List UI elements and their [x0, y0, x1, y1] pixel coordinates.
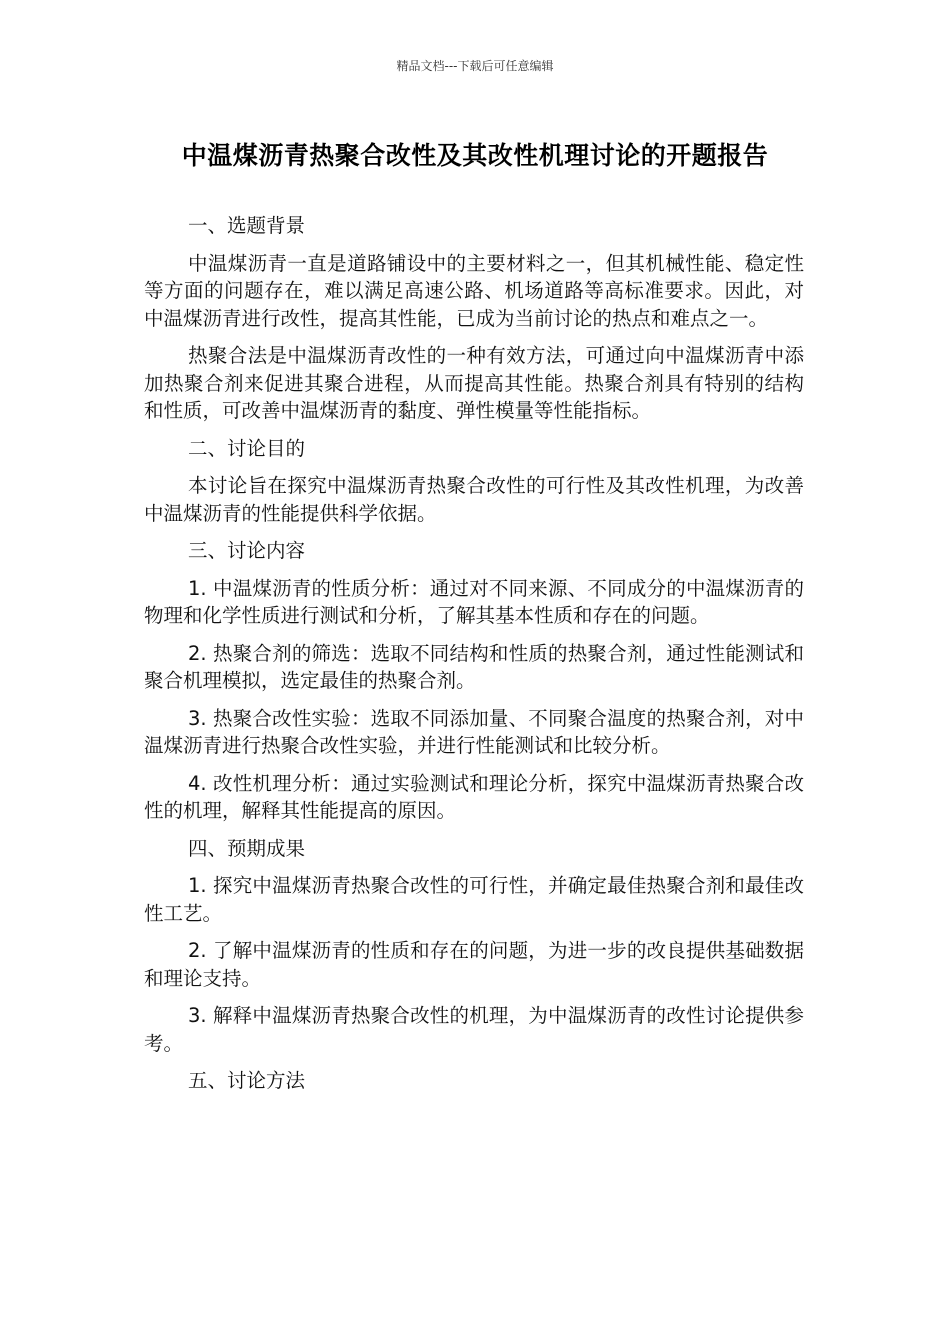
- paragraph: 热聚合法是中温煤沥青改性的一种有效方法，可通过向中温煤沥青中添加热聚合剂来促进其聚合进程，从而提高其性能。热聚合剂具有特别的结构和性质，可改善中温煤沥青的黏度、弹性模量等性能指标。: [144, 344, 804, 422]
- section-heading-content: 三、讨论内容: [188, 539, 306, 562]
- section-heading-purpose: 二、讨论目的: [188, 436, 306, 460]
- document-body: [144, 212, 804, 1105]
- paragraph: 中温煤沥青一直是道路铺设中的主要材料之一，但其机械性能、稳定性等方面的问题存在，难以满足高速公路、机场道路等高标准要求。因此，对中温煤沥青进行改性，提高其性能，已成为当前讨论的热点和难点之一。: [144, 251, 804, 330]
- header-note: 精品文档---下载后可任意编辑: [396, 59, 554, 73]
- section-heading-expected-results: 四、预期成果: [188, 836, 306, 860]
- section-heading-background: 一、选题背景: [188, 214, 306, 237]
- list-item: 1. 中温煤沥青的性质分析：通过对不同来源、不同成分的中温煤沥青的物理和化学性质进行测试和分析，了解其基本性质和存在的问题。: [144, 576, 804, 627]
- list-item: 4. 改性机理分析：通过实验测试和理论分析，探究中温煤沥青热聚合改性的机理，解释其性能提高的原因。: [144, 771, 804, 822]
- list-item: 2. 热聚合剂的筛选：选取不同结构和性质的热聚合剂，通过性能测试和聚合机理模拟，选定最佳的热聚合剂。: [144, 641, 804, 692]
- list-item: 3. 解释中温煤沥青热聚合改性的机理，为中温煤沥青的改性讨论提供参考。: [144, 1004, 804, 1055]
- list-item: 2. 了解中温煤沥青的性质和存在的问题，为进一步的改良提供基础数据和理论支持。: [144, 939, 804, 990]
- paragraph: 本讨论旨在探究中温煤沥青热聚合改性的可行性及其改性机理，为改善中温煤沥青的性能提供科学依据。: [144, 474, 804, 525]
- document-title: 中温煤沥青热聚合改性及其改性机理讨论的开题报告: [181, 141, 769, 170]
- section-heading-methods: 五、讨论方法: [188, 1069, 306, 1092]
- list-item: 3. 热聚合改性实验：选取不同添加量、不同聚合温度的热聚合剂，对中温煤沥青进行热聚合改性实验，并进行性能测试和比较分析。: [144, 706, 804, 757]
- list-item: 1. 探究中温煤沥青热聚合改性的可行性，并确定最佳热聚合剂和最佳改性工艺。: [144, 874, 804, 925]
